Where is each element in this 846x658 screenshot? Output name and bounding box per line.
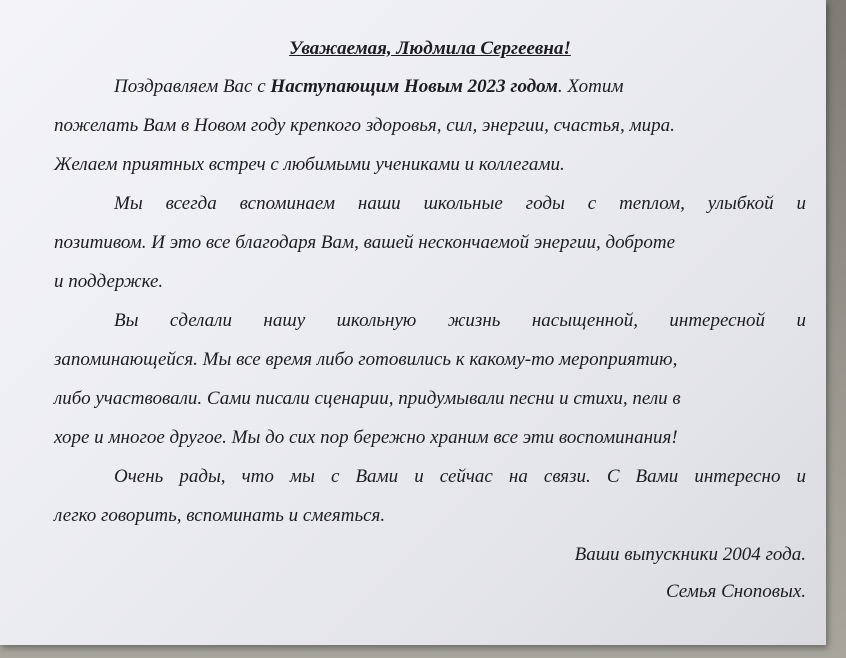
paragraph-2-line-1: Мы всегда вспоминаем наши школьные годы с теплом, улыбкой и xyxy=(114,193,806,214)
paragraph-2-line-2: позитивом. И это все благодаря Вам, вашей нескончаемой энергии, доброте xyxy=(54,232,676,253)
paragraph-4-line-2: легко говорить, вспоминать и смеяться. xyxy=(54,505,386,526)
paragraph-3-line-4: хоре и многое другое. Мы до сих пор бережно храним все эти воспоминания! xyxy=(54,427,678,448)
paragraph-2-line-3: и поддержке. xyxy=(54,271,164,292)
p1-text-end: . Хотим xyxy=(557,76,624,97)
p1-text-start: Поздравляем Вас с xyxy=(114,76,271,97)
paragraph-1-line-2: пожелать Вам в Новом году крепкого здоровья, сил, энергии, счастья, мира. xyxy=(54,115,675,136)
signature-line-1: Ваши выпускники 2004 года. xyxy=(574,544,806,565)
p1-bold-phrase: Наступающим Новым 2023 годом xyxy=(270,76,558,97)
paragraph-3-line-3: либо участвовали. Сами писали сценарии, придумывали песни и стихи, пели в xyxy=(54,388,681,409)
salutation: Уважаемая, Людмила Сергеевна! xyxy=(289,38,571,59)
paragraph-1-line-3: Желаем приятных встреч с любимыми учениками и коллегами. xyxy=(54,154,565,175)
paragraph-3-line-1: Вы сделали нашу школьную жизнь насыщенной, интересной и xyxy=(114,310,806,331)
paragraph-1-line-1 xyxy=(114,76,624,98)
signature-line-2: Семья Сноповых. xyxy=(665,581,806,602)
paragraph-4-line-1: Очень рады, что мы с Вами и сейчас на связи. С Вами интересно и xyxy=(114,466,806,487)
paragraph-3-line-2: запоминающейся. Мы все время либо готовились к какому-то мероприятию, xyxy=(54,349,678,370)
